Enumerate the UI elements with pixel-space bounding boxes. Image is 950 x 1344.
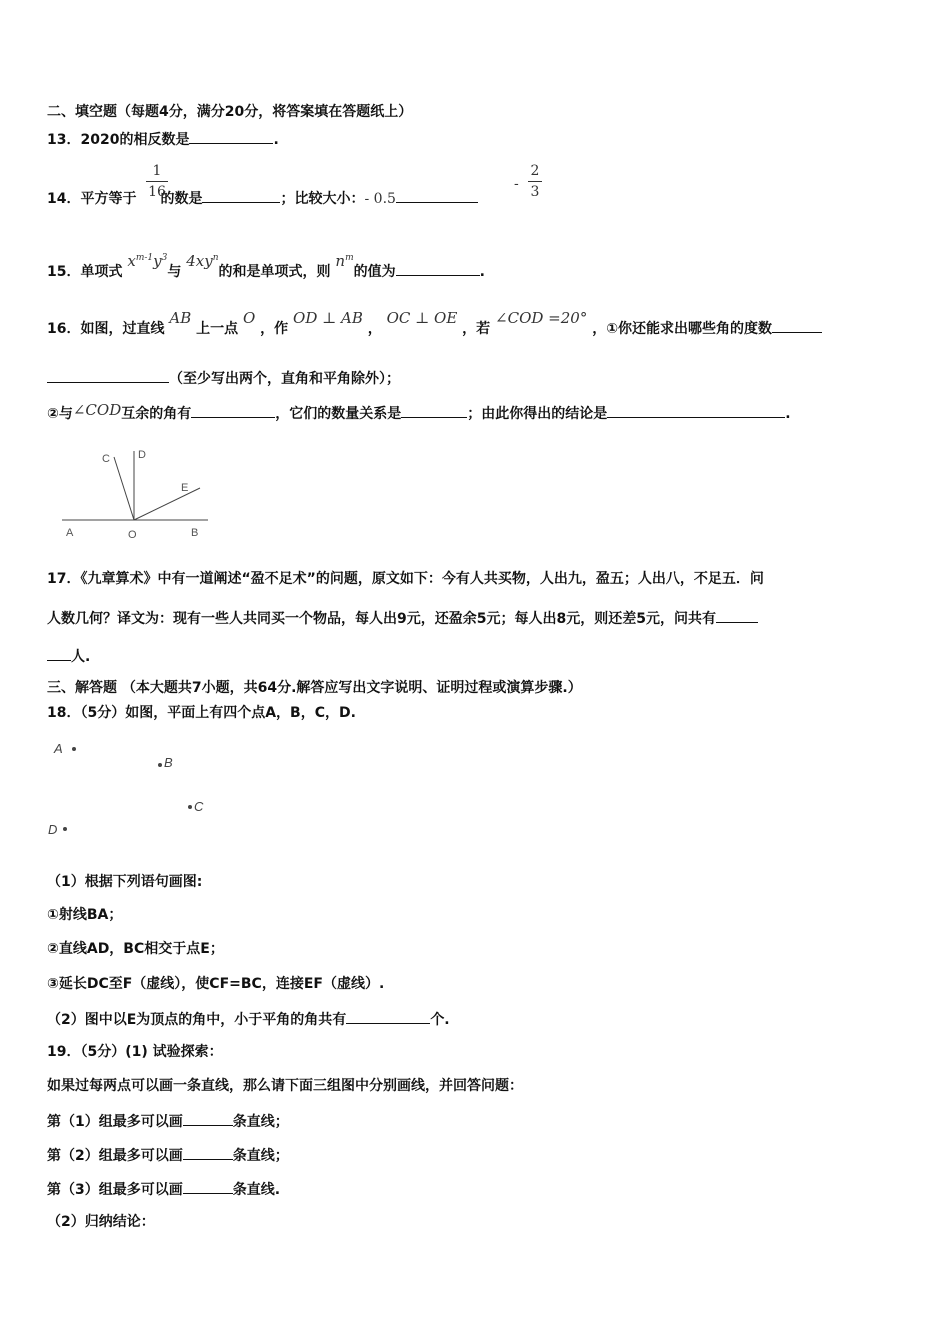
q19-answer-blank-3[interactable]: [183, 1179, 233, 1194]
q19-g2b: 条直线；: [232, 1148, 289, 1164]
q16-od-perp: OD ⊥ AB: [293, 309, 363, 327]
q16-answer-blank-1-cont[interactable]: [47, 368, 169, 383]
q16-o: O: [242, 309, 256, 327]
q19-group-2: [47, 1145, 289, 1165]
label-b: B: [191, 527, 199, 539]
label-a: A: [66, 527, 74, 539]
q16-answer-blank-3[interactable]: [401, 403, 467, 418]
q18-answer-blank[interactable]: [346, 1009, 430, 1024]
q19-intro: 如果过每两点可以画一条直线，那么请下面三组图中分别画线，并回答问题：: [47, 1078, 523, 1094]
q14-sep: ；: [280, 191, 295, 207]
q19-answer-blank-1[interactable]: [183, 1111, 233, 1126]
question-18-title: 18．（5分）如图，平面上有四个点A，B，C，D.: [47, 705, 356, 721]
ray-oe: [134, 488, 200, 520]
q14-fraction2-denominator: 3: [530, 184, 540, 200]
q16-ab: AB: [169, 309, 192, 327]
q18-part-1: （1）根据下列语句画图:: [47, 874, 203, 890]
point-c: [188, 805, 192, 809]
question-17-line-3: [47, 646, 90, 666]
q16-answer-blank-4[interactable]: [607, 403, 785, 418]
q16-line2: （至少写出两个，直角和平角除外）；: [169, 371, 400, 387]
q15-answer-blank[interactable]: [396, 261, 480, 276]
q18-step-2: ②直线AD，BC相交于点E；: [47, 941, 224, 957]
q16-p2c: ，它们的数量关系是: [275, 406, 402, 422]
point-c-label: C: [194, 799, 204, 814]
q15-term-3: $n^m$: [335, 252, 354, 270]
q15-and: 与: [167, 264, 182, 280]
q16-p2-end: .: [785, 406, 791, 422]
q16-ask: ，①你还能求出哪些角的度数: [592, 321, 773, 337]
section-3-title: 三、解答题 （本大题共7小题，共64分.解答应写出文字说明、证明过程或演算步骤.）: [47, 680, 582, 696]
q14-fraction-1-16: [146, 163, 168, 200]
q14-compare: 比较大小：: [294, 191, 365, 207]
q18-p2b: 个.: [430, 1012, 450, 1028]
q17-answer-blank[interactable]: [716, 608, 758, 623]
q14-fraction-numerator: 1: [152, 163, 162, 179]
q16-p2a: ②与: [47, 406, 73, 422]
q15-term-1: $x^{m-1}y^3$: [127, 252, 168, 270]
q14-minus-sign: -: [514, 176, 519, 192]
q16-if: ，若: [462, 321, 491, 337]
q13-text: 13．2020的相反数是: [47, 132, 190, 148]
question-16-line-2: [47, 368, 400, 388]
q16-on: 上一点: [196, 321, 239, 337]
q14-answer-blank-1[interactable]: [202, 188, 280, 203]
q15-term-2: $4xy^n$: [186, 252, 219, 270]
point-b-label: B: [164, 755, 173, 770]
question-16-part-2: [47, 403, 791, 423]
label-o: O: [128, 529, 137, 541]
question-15: [47, 252, 485, 281]
q19-answer-blank-2[interactable]: [183, 1145, 233, 1160]
q19-g3a: 第（3）组最多可以画: [47, 1182, 183, 1198]
q14-mid: 的数是: [160, 191, 203, 207]
q14-prefix: 14．平方等于: [47, 191, 137, 207]
question-17-line-2: [47, 608, 758, 628]
q14-fraction-2-3: [528, 163, 542, 200]
q16-oc-perp: OC ⊥ OE: [386, 309, 458, 327]
question-17-line-1: 17．《九章算术》中有一道阐述“盈不足术”的问题，原文如下：今有人共买物，人出九，盈五；人出八，不足五．问: [47, 571, 764, 587]
q16-comma: ，: [367, 321, 382, 337]
q19-group-3: [47, 1179, 280, 1199]
q18-p2a: （2）图中以E为顶点的角中，小于平角的角共有: [47, 1012, 347, 1028]
question-19-title: 19．（5分）(1) 试验探索：: [47, 1044, 223, 1060]
q16-prefix: 16．如图，过直线: [47, 321, 165, 337]
q16-p2b: 互余的角有: [121, 406, 192, 422]
point-b: [158, 763, 162, 767]
q14-neg-half: - 0.5: [364, 191, 396, 207]
q16-answer-blank-2[interactable]: [191, 403, 275, 418]
q16-angle-cod: ∠COD =20°: [495, 309, 588, 327]
question-13: [47, 129, 279, 149]
question-14: [47, 188, 478, 208]
q16-draw: ，作: [260, 321, 289, 337]
q13-end: .: [273, 132, 279, 148]
q13-answer-blank[interactable]: [189, 129, 273, 144]
q17-answer-blank-cont[interactable]: [47, 646, 71, 661]
q16-p2d: ；由此你得出的结论是: [467, 406, 608, 422]
q18-part-2: [47, 1009, 450, 1029]
section-2-title: 二、填空题（每题4分，满分20分，将答案填在答题纸上）: [47, 104, 413, 120]
q18-step-1: ①射线BA；: [47, 907, 123, 923]
q19-group-1: [47, 1111, 289, 1131]
q19-g2a: 第（2）组最多可以画: [47, 1148, 183, 1164]
q15-prefix: 15．单项式: [47, 264, 123, 280]
q19-g1b: 条直线；: [232, 1114, 289, 1130]
point-d-label: D: [48, 822, 58, 837]
q15-end: .: [479, 264, 485, 280]
label-c: C: [102, 453, 110, 465]
q16-p2-angle: ∠COD: [72, 401, 122, 419]
q14-answer-blank-2[interactable]: [396, 188, 478, 203]
q19-part-2: （2）归纳结论：: [47, 1214, 155, 1230]
q17-line3: 人.: [71, 649, 91, 665]
q16-answer-blank-1[interactable]: [772, 318, 822, 333]
q14-fraction-denominator: 16: [148, 184, 166, 200]
point-a: [72, 747, 76, 751]
q19-g3b: 条直线.: [232, 1182, 281, 1198]
q16-figure: [60, 445, 220, 545]
q15-mid: 的和是单项式，则: [218, 264, 331, 280]
q15-suffix: 的值为: [353, 264, 396, 280]
ray-oc: [114, 457, 134, 520]
label-e: E: [181, 482, 189, 494]
q14-fraction2-numerator: 2: [530, 163, 540, 179]
q18-points-figure: [44, 735, 224, 845]
q17-line2: 人数几何？译文为：现有一些人共同买一个物品，每人出9元，还盈余5元；每人出8元，则还差5元，问共有: [47, 611, 716, 627]
label-d: D: [138, 449, 146, 461]
q19-g1a: 第（1）组最多可以画: [47, 1114, 183, 1130]
point-a-label: A: [54, 741, 63, 756]
question-16: [47, 309, 822, 338]
point-d: [63, 827, 67, 831]
q18-step-3: ③延长DC至F（虚线），使CF=BC，连接EF（虚线）.: [47, 976, 385, 992]
